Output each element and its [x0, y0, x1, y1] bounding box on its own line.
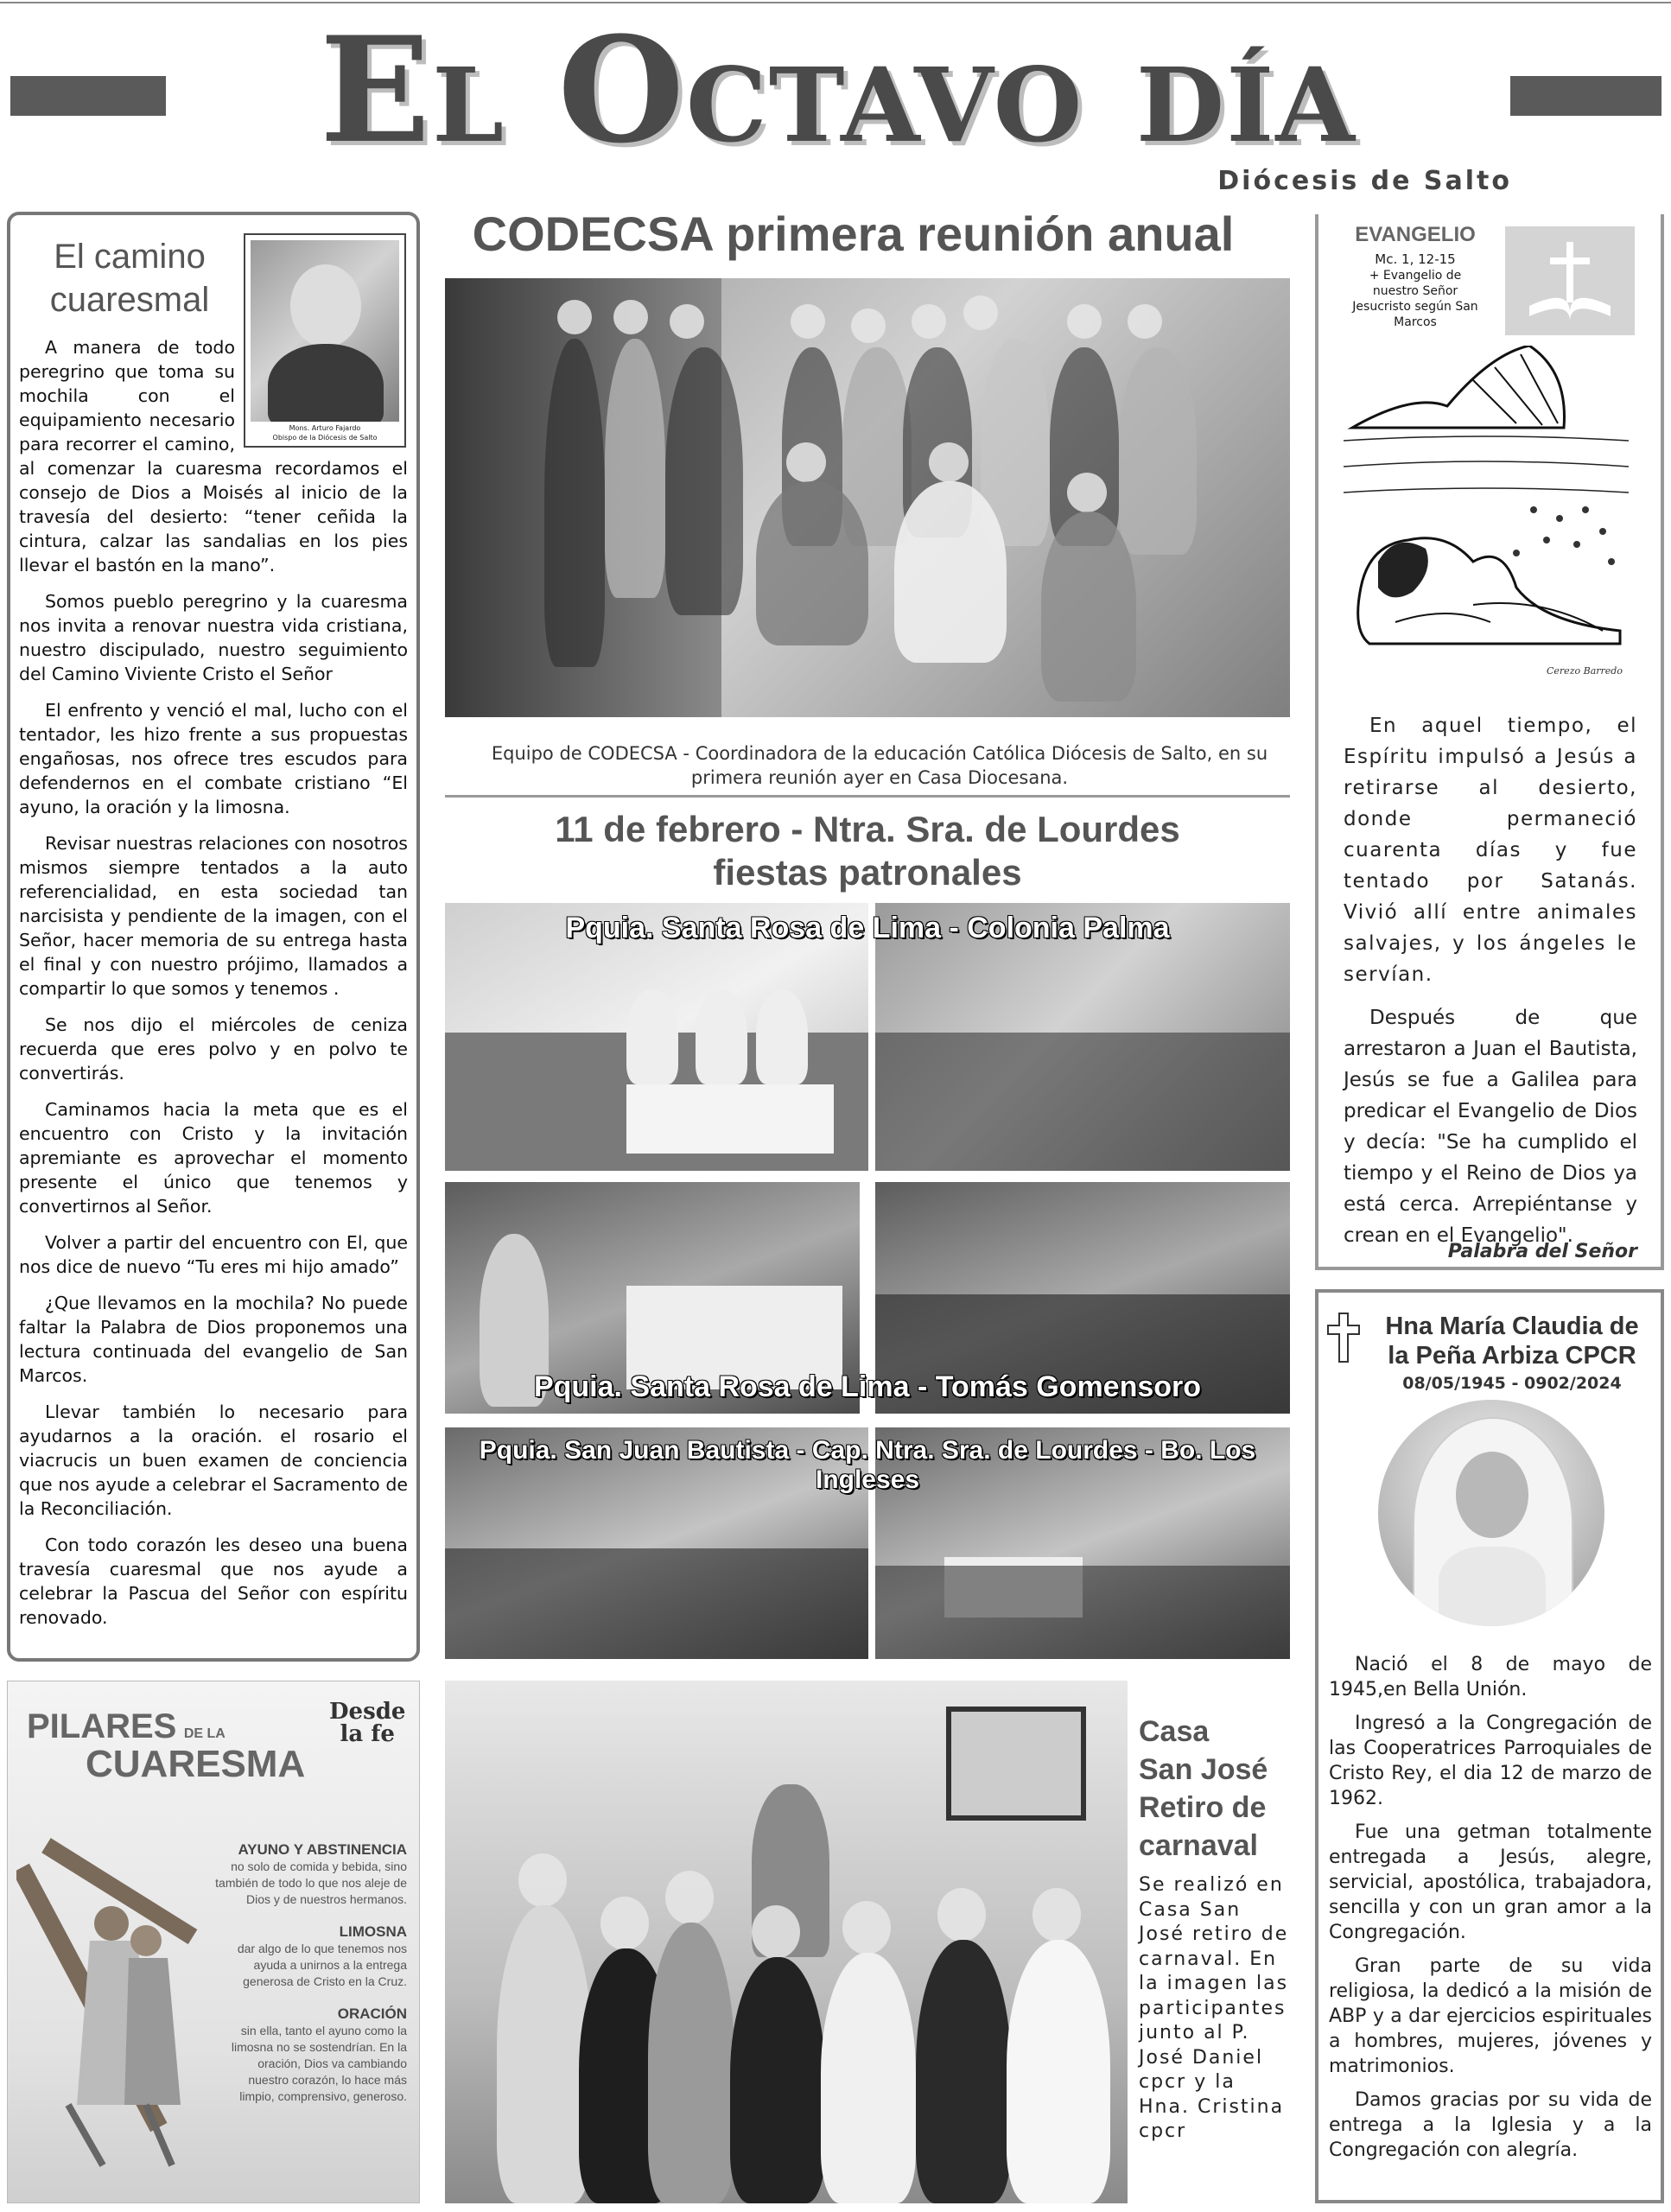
habit [1439, 1547, 1546, 1626]
evangelio-intro: + Evangelio de nuestro Señor Jesucristo según San Marcos [1352, 269, 1478, 329]
pilar-heading: LIMOSNA [339, 1923, 407, 1940]
desde-la-fe-logo [329, 1700, 405, 1745]
jesus-cross-illustration [16, 1820, 215, 2183]
codecsa-group-photo [445, 278, 1290, 717]
pilar-text: no solo de comida y bebida, sino también de todo lo que nos aleje de Dios y de nuestros hermanos. [215, 1859, 407, 1906]
label-gomensoro: Pquia. Santa Rosa de Lima - Tomás Gomensoro [533, 1370, 1202, 1403]
evangelio-paragraph: En aquel tiempo, el Espíritu impulsó a Jesús a retirarse al desierto, donde permaneció cuarenta días y fue tentado por Satanás. Vivió allí entre animales salvajes, y los ángeles le servían. [1344, 715, 1637, 986]
pilar-ayuno [215, 1841, 407, 1908]
pilares-title-de-la: DE LA [183, 1726, 226, 1741]
obituary-name [1365, 1312, 1659, 1370]
codecsa-caption: Equipo de CODECSA - Coordinadora de la educación Católica Diócesis de Salto, en su primera reunión ayer en Casa Diocesana. [491, 743, 1268, 788]
pilar-heading: ORACIÓN [337, 2005, 407, 2022]
illustration-signature: Cerezo Barredo [1547, 665, 1623, 677]
casa-text: Se realizó en Casa San José retiro de carnaval. En la imagen las participantes junto al P. José Daniel cpcr y la Hna. Cristina cpcr [1139, 1874, 1289, 2142]
left-article-title-line2: cuaresmal [49, 281, 210, 319]
casa-group-photo [445, 1681, 1128, 2203]
bishop-caption-line2: Obispo de la Diócesis de Salto [272, 434, 378, 442]
desert-illustration [1344, 346, 1629, 674]
masthead-title: El Octavo día [320, 4, 1356, 175]
obituary-paragraph: Ingresó a la Congregación de las Cooperatrices Parroquiales de Cristo Rey, el dia 12 de marzo de 1962. [1329, 1713, 1652, 1809]
lourdes-headline-line1: 11 de febrero - Ntra. Sra. de Lourdes [555, 809, 1180, 849]
float-spacer [235, 335, 408, 449]
pilar-heading: AYUNO Y ABSTINENCIA [238, 1841, 407, 1858]
cross-icon [1326, 1312, 1361, 1363]
gomensoro-photos [445, 1182, 1290, 1414]
ingleses-photos [445, 1427, 1290, 1659]
left-paragraph: A manera de todo peregrino que toma su mochila con el equipamiento necesario para recorrer el camino, al comenzar la cuaresma recordamos el consejo de Dios a Moisés al inicio de la travesía del desierto: “tener ceñida la cintura, calzar las sandalias en los pies llevar el bastón en la mano”. [19, 337, 408, 575]
left-paragraph: Con todo corazón les deseo una buena travesía cuaresmal que nos ayude a celebrar la Pascua del Señor con espíritu renovado. [19, 1535, 408, 1628]
brand-line2: la fe [340, 1721, 395, 1747]
pilares-title-big: CUARESMA [86, 1743, 306, 1785]
evangelio-reference: Mc. 1, 12-15 [1375, 251, 1456, 267]
obituary-name-line1: Hna María Claudia de [1385, 1313, 1639, 1340]
label-ingleses: Pquia. San Juan Bautista - Cap. Ntra. Sra. de Lourdes - Bo. Los Ingleses [479, 1436, 1256, 1494]
bishop-caption-line1: Mons. Arturo Fajardo [289, 424, 361, 432]
lourdes-headline [445, 808, 1290, 894]
left-article-body [19, 335, 408, 1649]
obituary-paragraph: Gran parte de su vida religiosa, la dedicó a la misión de ABP y a dar ejercicios espirituales a hombres, mujeres, jóvenes y matrimonios. [1329, 1955, 1652, 2077]
top-rule [0, 2, 1671, 3]
obituary-name-line2: la Peña Arbiza CPCR [1388, 1342, 1636, 1370]
pilares-ad [7, 1681, 420, 2203]
evangelio-paragraph: Después de que arrestaron a Juan el Bautista, Jesús se fue a Galilea para predicar el Evangelio de Dios y decía: "Se ha cumplido el tiempo y el Reino de Dios ya está cerca. Arrepiéntanse y crean en el Evangelio". [1344, 1007, 1637, 1247]
palma-photos [445, 903, 1290, 1171]
casa-headline-line4: carnaval [1139, 1829, 1258, 1862]
casa-headline [1139, 1713, 1303, 1865]
bible-cross-icon [1505, 226, 1635, 335]
evangelio-label: EVANGELIO [1355, 223, 1476, 246]
masthead-bar-right [1510, 76, 1661, 116]
evangelio-header [1337, 223, 1493, 330]
pilares-sections [215, 1841, 407, 2105]
codecsa-headline: CODECSA primera reunión anual [472, 207, 1235, 261]
pilar-limosna [215, 1923, 407, 1990]
framed-portrait [946, 1707, 1086, 1821]
left-paragraph: Llevar también lo necesario para ayudarnos a la oración. el rosario el viacrucis un buen examen de conciencia que nos ayude a celebrar el Sacramento de la Reconciliación. [19, 1402, 408, 1519]
obituary-portrait [1378, 1400, 1604, 1626]
casa-headline-line1: Casa [1139, 1715, 1210, 1748]
casa-headline-line2: San José [1139, 1753, 1268, 1786]
left-paragraph: Somos pueblo peregrino y la cuaresma nos invita a renovar nuestra vida cristiana, nuestro discipulado, nuestro seguimiento del Camino Viviente Cristo el Señor [19, 591, 408, 684]
left-paragraph: ¿Que llevamos en la mochila? No puede faltar la Palabra de Dios proponemos una lectura continuada del evangelio de San Marcos. [19, 1293, 408, 1386]
pilar-oracion [215, 2005, 407, 2105]
bible-cross-emblem [1505, 226, 1635, 335]
obituary-paragraph: Fue una getman totalmente entregada a Jesús, alegre, servicial, apostólica, trabajadora, sencilla y con un gran amor a la Congregación. [1329, 1821, 1652, 1943]
left-paragraph: El enfrento y venció el mal, lucho con el tentador, les hizo frente a sus propuestas engañosas, nos ofrece tres escudos para defendernos en el combate cristiano “El ayuno, la oración y la limosna. [19, 700, 408, 817]
obituary-paragraph: Nació el 8 de mayo de 1945,en Bella Unión. [1329, 1654, 1652, 1700]
left-article-title [26, 235, 233, 321]
left-paragraph: Se nos dijo el miércoles de ceniza recuerda que eres polvo y en polvo te convertirás. [19, 1014, 408, 1084]
pilares-title [27, 1707, 305, 1786]
masthead-bar-left [10, 76, 166, 116]
left-article-title-line1: El camino [54, 238, 206, 276]
left-paragraph: Revisar nuestras relaciones con nosotros mismos siempre tentados a la auto referencialidad, en esta sociedad tan narcisista y pendiente de la imagen, con el Señor, hacer memoria de su entrega hasta el final y con nuestro prójimo, llamados a compartir lo que somos y tenemos . [19, 833, 408, 999]
pilar-text: dar algo de lo que tenemos nos ayuda a unirnos a la entrega generosa de Cristo en la Cruz. [237, 1942, 407, 1988]
obituary-dates: 08/05/1945 - 0902/2024 [1402, 1374, 1622, 1393]
left-paragraph: Caminamos hacia la meta que es el encuentro con Cristo y la invitación apremiante es aprovechar el momento presente el único que tenemos y convertirnos al Señor. [19, 1099, 408, 1217]
evangelio-body [1344, 710, 1637, 1263]
lourdes-headline-line2: fiestas patronales [713, 852, 1022, 893]
pilar-text: sin ella, tanto el ayuno como la limosna no se sostendrían. En la oración, Dios va cambiando nuestro corazón, lo hace más limpio, comprensivo, generoso. [231, 2024, 407, 2103]
brand-line1: Desde [329, 1699, 406, 1725]
casa-headline-line3: Retiro de [1139, 1791, 1267, 1824]
left-paragraph: Volver a partir del encuentro con El, que nos dice de nuevo “Tu eres mi hijo amado” [19, 1232, 408, 1277]
obituary-body [1329, 1652, 1652, 2163]
masthead-subtitle: Diócesis de Salto [1217, 166, 1512, 196]
caption-rule [445, 795, 1290, 798]
label-palma: Pquia. Santa Rosa de Lima - Colonia Palma [565, 912, 1170, 944]
obituary-paragraph: Damos gracias por su vida de entrega a la Iglesia y a la Congregación con alegría. [1329, 2089, 1652, 2161]
evangelio-closing: Palabra del Señor [1447, 1241, 1637, 1262]
pilares-title-small: PILARES [27, 1707, 177, 1745]
